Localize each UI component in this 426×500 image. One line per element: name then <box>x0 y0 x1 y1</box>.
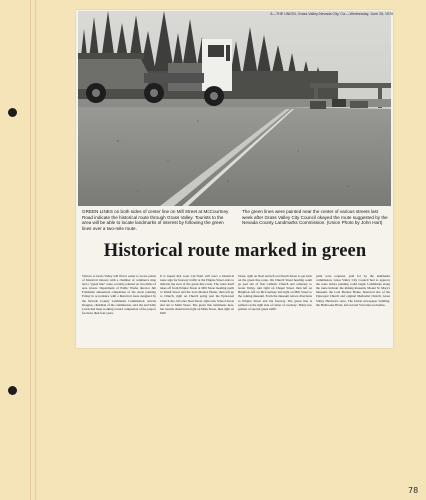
photo-caption-left: GREEN LINES on both sides of center line on Mill Street at McCourtney Road indicate the historical route through Grass Valley. Tourists to the area will be able to locate landmarks of interest by following the green lines over a two-mile route. <box>82 209 229 231</box>
photo-caption-right: The green lines were painted near the center of various streets last week after Grass Valley City Council okayed the route suggested by the Nevada County Landmarks Commission. (Union Photo by John Hart) <box>242 209 388 226</box>
dateline: 6—THE UNION, Grass Valley-Nevada City, Ca.—Wednesday, June 28, 1978 <box>270 12 393 16</box>
margin-line-left <box>30 0 31 500</box>
article-column-4: paint were required, paid for by the landmarks commission. Grass Valley City Council had to approve the route before painting could begin. Landmarks along the route include: the mining museum, Mount St. Mary's museum, the Lola Montez Home, historical site of the Episcopal Church and original Methodist Church, Grass Valley Hardware store, The Union newspaper building, the Holbrooke Hotel, and several Victorian era homes. <box>316 274 390 307</box>
binder-hole-top <box>8 108 17 117</box>
headline: Historical route marked in green <box>103 241 367 261</box>
article-column-3: Street, right on Neal and left on Church Street to get back on the green line route. On Church Street heading south go past site of first Catholic Church and cemetery to Grass Valley, turn right on Chapel Street, then left on Brighton, left on McCourtney and right on Mill Street to the coming museum. From the museum retrace directions to Empire Street and the freeway. The green line is painted on the right side of center of roadway. Thirty-two gallons of special green traffic <box>238 274 312 311</box>
margin-line-left-inner <box>35 0 36 500</box>
photo-icon <box>78 11 391 206</box>
news-photo <box>78 11 391 206</box>
page-number: 78 <box>408 486 419 495</box>
newspaper-clipping <box>76 10 393 348</box>
article-column-1: Visitors to Grass Valley will find it easier to locate points of historical interest with a chamber of commerce map and a "green line" route, recently painted on two miles of area streets. Department of Public Works director Jim Franzman announced completion of the street painting Friday in accordance with a historical route designed by the Nevada County Landmarks Commission. Arlette Douglas, chairman of the commission, said she and Sally Lewis had been working toward completion of the project for more than four years. <box>82 274 156 315</box>
binder-hole-bottom <box>8 386 17 395</box>
article-column-2: It is hoped that soon Cal-Trans will erect a historical route sign for freeway traffic at the Empire Street exits to indicate the start of the green line route. The route itself takes off from Empire Street at Mill Street heading north to Walsh Street and the Lola Montez Home, then left up to Church, right on Church going past the Episcopal Church site, left onto Neal Street, right onto School Street and out to Main Street. The green line terminates here, but tourists should turn right on Main Street, then right on Mill <box>160 274 234 315</box>
